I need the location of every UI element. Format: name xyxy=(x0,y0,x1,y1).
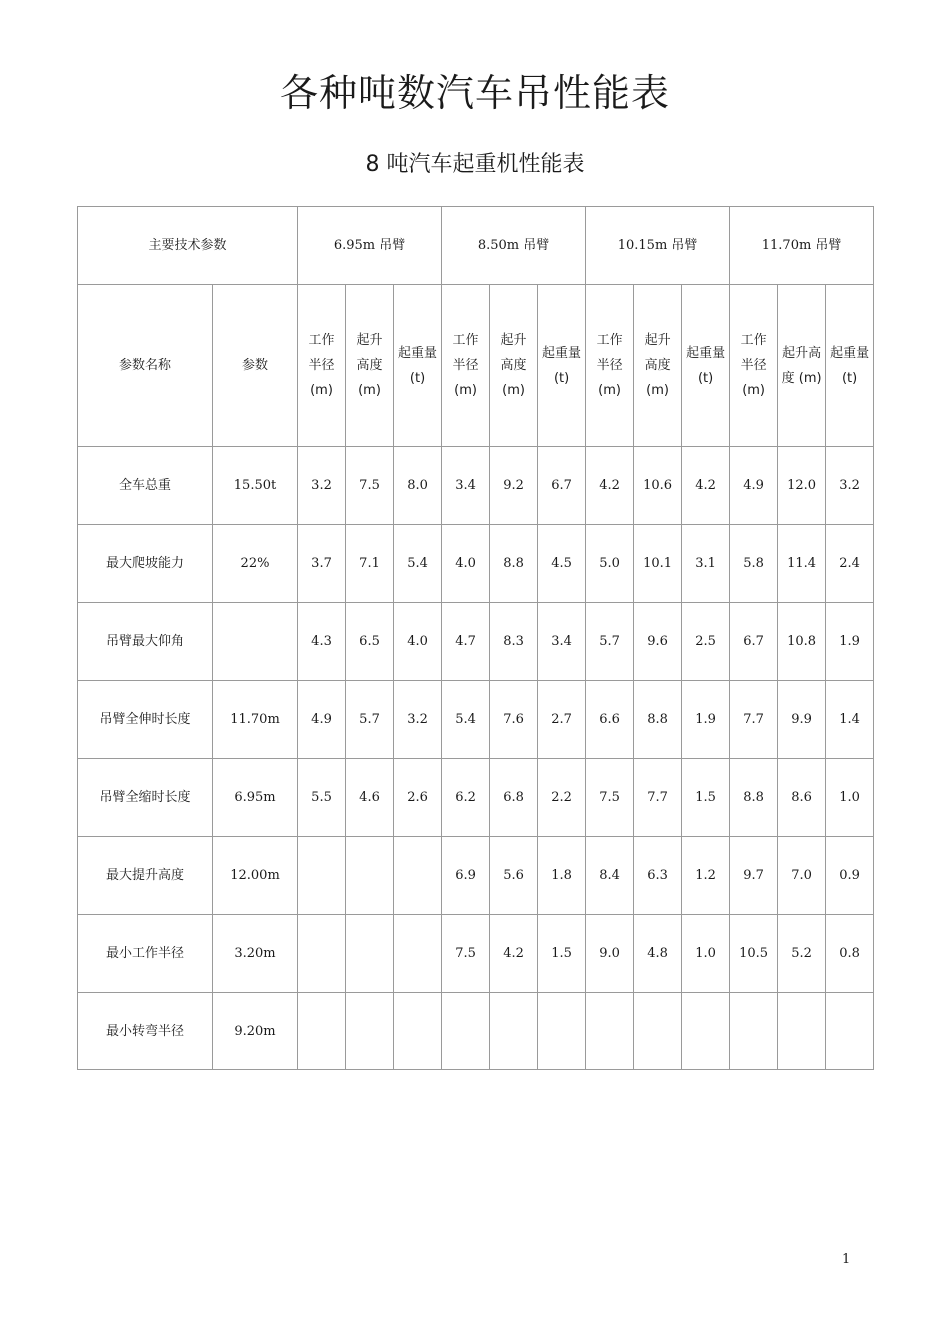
table-cell: 0.8 xyxy=(826,915,874,993)
table-cell: 4.2 xyxy=(586,447,634,525)
crane-performance-table xyxy=(77,206,874,1070)
table-cell: 6.2 xyxy=(442,759,490,837)
column-header-cell xyxy=(682,285,730,447)
table-cell: 3.2 xyxy=(826,447,874,525)
table-cell: 3.1 xyxy=(682,525,730,603)
table-cell: 6.6 xyxy=(586,681,634,759)
table-cell: 1.4 xyxy=(826,681,874,759)
param-value-cell: 15.50t xyxy=(213,447,298,525)
table-cell: 9.6 xyxy=(634,603,682,681)
table-cell: 6.3 xyxy=(634,837,682,915)
table-cell: 2.6 xyxy=(394,759,442,837)
table-row xyxy=(78,993,874,1070)
table-cell: 1.0 xyxy=(826,759,874,837)
column-header-line: (t) xyxy=(553,370,570,386)
table-cell: 4.3 xyxy=(298,603,346,681)
table-cell xyxy=(682,993,730,1070)
table-row xyxy=(78,447,874,525)
column-header-cell xyxy=(346,285,394,447)
table-cell: 1.5 xyxy=(538,915,586,993)
column-header-line: 工作 xyxy=(308,333,335,348)
table-cell: 5.4 xyxy=(394,525,442,603)
table-cell: 9.0 xyxy=(586,915,634,993)
column-header-line: 起重量 xyxy=(398,345,438,361)
param-name-cell: 最小转弯半径 xyxy=(78,993,213,1070)
column-header-line: 起重量 xyxy=(542,345,582,361)
column-header-line: 工作 xyxy=(596,333,623,348)
table-row xyxy=(78,915,874,993)
table-cell: 11.4 xyxy=(778,525,826,603)
table-cell: 12.0 xyxy=(778,447,826,525)
table-cell: 3.2 xyxy=(298,447,346,525)
table-cell: 7.5 xyxy=(586,759,634,837)
table-cell: 2.7 xyxy=(538,681,586,759)
table-cell: 8.4 xyxy=(586,837,634,915)
table-cell xyxy=(346,837,394,915)
table-cell: 7.5 xyxy=(442,915,490,993)
table-cell xyxy=(346,993,394,1070)
table-cell: 5.8 xyxy=(730,525,778,603)
table-row xyxy=(78,603,874,681)
table-cell: 1.8 xyxy=(538,837,586,915)
page-number: 1 xyxy=(842,1252,851,1267)
table-cell: 4.2 xyxy=(682,447,730,525)
table-cell xyxy=(778,993,826,1070)
column-header-cell xyxy=(538,285,586,447)
table-cell: 8.8 xyxy=(490,525,538,603)
param-name-cell: 最大提升高度 xyxy=(78,837,213,915)
column-header-line: (m) xyxy=(502,383,525,398)
column-header-line: 高度 xyxy=(644,358,671,373)
param-value-cell xyxy=(213,603,298,681)
column-header-line: 起重量 xyxy=(830,345,870,361)
column-header-line: (m) xyxy=(454,383,477,398)
document-title: 各种吨数汽车吊性能表 xyxy=(279,71,670,115)
table-cell: 9.9 xyxy=(778,681,826,759)
column-header-line: 半径 xyxy=(452,358,479,373)
table-cell: 2.4 xyxy=(826,525,874,603)
param-name-cell: 吊臂全伸时长度 xyxy=(78,681,213,759)
table-row xyxy=(78,525,874,603)
column-header-line: 起升 xyxy=(500,333,527,348)
table-cell: 6.9 xyxy=(442,837,490,915)
column-header-line: (m) xyxy=(646,383,669,398)
table-cell xyxy=(586,993,634,1070)
column-header-line: 高度 xyxy=(500,358,527,373)
column-header-line: (m) xyxy=(742,383,765,398)
param-name-cell: 吊臂最大仰角 xyxy=(78,603,213,681)
table-cell: 1.9 xyxy=(826,603,874,681)
column-header-line: 高度 xyxy=(356,358,383,373)
table-cell: 1.0 xyxy=(682,915,730,993)
column-header-cell xyxy=(778,285,826,447)
header-row-booms xyxy=(78,207,874,285)
column-header-line: (m) xyxy=(310,383,333,398)
table-cell: 4.7 xyxy=(442,603,490,681)
param-name-cell: 最大爬坡能力 xyxy=(78,525,213,603)
column-header-cell xyxy=(730,285,778,447)
table-cell: 5.4 xyxy=(442,681,490,759)
column-header-cell xyxy=(298,285,346,447)
table-cell: 4.8 xyxy=(634,915,682,993)
boom-header-cell: 6.95m 吊臂 xyxy=(298,207,442,285)
table-cell: 5.0 xyxy=(586,525,634,603)
column-header-cell xyxy=(634,285,682,447)
param-name-cell: 吊臂全缩时长度 xyxy=(78,759,213,837)
table-cell: 8.6 xyxy=(778,759,826,837)
column-header-line: 半径 xyxy=(596,358,623,373)
table-cell: 8.8 xyxy=(730,759,778,837)
table-row xyxy=(78,759,874,837)
table-cell: 1.2 xyxy=(682,837,730,915)
table-cell: 4.9 xyxy=(730,447,778,525)
column-header-line: (m) xyxy=(358,383,381,398)
column-header-line: 起升 xyxy=(644,333,671,348)
table-cell: 7.7 xyxy=(730,681,778,759)
column-header-line: (t) xyxy=(409,370,426,386)
column-header-line: 起重量 xyxy=(686,345,726,361)
table-row xyxy=(78,681,874,759)
table-cell: 10.5 xyxy=(730,915,778,993)
boom-header-cell: 11.70m 吊臂 xyxy=(730,207,874,285)
param-value-cell: 9.20m xyxy=(213,993,298,1070)
param-name-cell: 全车总重 xyxy=(78,447,213,525)
table-cell: 1.9 xyxy=(682,681,730,759)
table-cell: 9.7 xyxy=(730,837,778,915)
table-cell: 6.7 xyxy=(730,603,778,681)
table-cell xyxy=(730,993,778,1070)
table-cell xyxy=(490,993,538,1070)
column-header-cell xyxy=(442,285,490,447)
table-cell: 8.8 xyxy=(634,681,682,759)
table-cell: 5.6 xyxy=(490,837,538,915)
table-cell xyxy=(442,993,490,1070)
table-cell: 7.5 xyxy=(346,447,394,525)
column-header-cell xyxy=(490,285,538,447)
table-cell: 7.7 xyxy=(634,759,682,837)
table-cell: 3.7 xyxy=(298,525,346,603)
table-cell xyxy=(298,837,346,915)
param-value-cell: 6.95m xyxy=(213,759,298,837)
table-body xyxy=(78,207,874,1070)
column-header-line: (m) xyxy=(598,383,621,398)
table-cell: 3.4 xyxy=(442,447,490,525)
table-cell: 7.6 xyxy=(490,681,538,759)
header-row-params xyxy=(78,285,874,447)
column-header-cell xyxy=(394,285,442,447)
table-cell: 4.0 xyxy=(442,525,490,603)
table-cell: 7.0 xyxy=(778,837,826,915)
param-value-cell: 22% xyxy=(213,525,298,603)
table-cell: 6.7 xyxy=(538,447,586,525)
table-cell xyxy=(298,915,346,993)
boom-header-cell: 8.50m 吊臂 xyxy=(442,207,586,285)
column-header-line: (t) xyxy=(697,370,714,386)
table-cell: 3.2 xyxy=(394,681,442,759)
table-cell: 5.7 xyxy=(346,681,394,759)
table-cell: 4.5 xyxy=(538,525,586,603)
table-cell: 8.0 xyxy=(394,447,442,525)
table-cell: 9.2 xyxy=(490,447,538,525)
table-cell: 3.4 xyxy=(538,603,586,681)
table-cell: 1.5 xyxy=(682,759,730,837)
column-header-line: (t) xyxy=(841,370,858,386)
table-row xyxy=(78,837,874,915)
table-cell: 6.8 xyxy=(490,759,538,837)
column-header-cell xyxy=(586,285,634,447)
column-header-line: 起升 xyxy=(356,333,383,348)
table-cell: 5.7 xyxy=(586,603,634,681)
table-cell xyxy=(298,993,346,1070)
table-cell: 4.2 xyxy=(490,915,538,993)
column-header-cell xyxy=(826,285,874,447)
table-cell xyxy=(394,915,442,993)
table-cell: 5.5 xyxy=(298,759,346,837)
table-cell: 6.5 xyxy=(346,603,394,681)
column-header-line: 工作 xyxy=(740,333,767,348)
table-cell: 2.5 xyxy=(682,603,730,681)
table-cell xyxy=(634,993,682,1070)
param-value-cell: 12.00m xyxy=(213,837,298,915)
param-name-header: 参数名称 xyxy=(78,285,213,447)
table-cell: 8.3 xyxy=(490,603,538,681)
boom-header-cell: 10.15m 吊臂 xyxy=(586,207,730,285)
param-value-cell: 11.70m xyxy=(213,681,298,759)
table-cell xyxy=(394,837,442,915)
table-cell: 7.1 xyxy=(346,525,394,603)
column-header-line: 度 (m) xyxy=(781,370,822,386)
table-cell: 10.6 xyxy=(634,447,682,525)
table-cell: 4.6 xyxy=(346,759,394,837)
column-header-line: 半径 xyxy=(308,358,335,373)
table-title: 8 吨汽车起重机性能表 xyxy=(365,152,585,177)
main-header-cell: 主要技术参数 xyxy=(78,207,298,285)
table-cell: 4.0 xyxy=(394,603,442,681)
column-header-line: 半径 xyxy=(740,358,767,373)
table-cell: 0.9 xyxy=(826,837,874,915)
table-cell: 4.9 xyxy=(298,681,346,759)
table-cell: 2.2 xyxy=(538,759,586,837)
table-cell xyxy=(826,993,874,1070)
param-value-cell: 3.20m xyxy=(213,915,298,993)
table-cell xyxy=(538,993,586,1070)
table-cell: 10.1 xyxy=(634,525,682,603)
column-header-line: 工作 xyxy=(452,333,479,348)
table-cell: 10.8 xyxy=(778,603,826,681)
table-cell: 5.2 xyxy=(778,915,826,993)
param-name-cell: 最小工作半径 xyxy=(78,915,213,993)
table-cell xyxy=(394,993,442,1070)
column-header-line: 起升高 xyxy=(782,345,822,361)
table-cell xyxy=(346,915,394,993)
param-value-header: 参数 xyxy=(213,285,298,447)
